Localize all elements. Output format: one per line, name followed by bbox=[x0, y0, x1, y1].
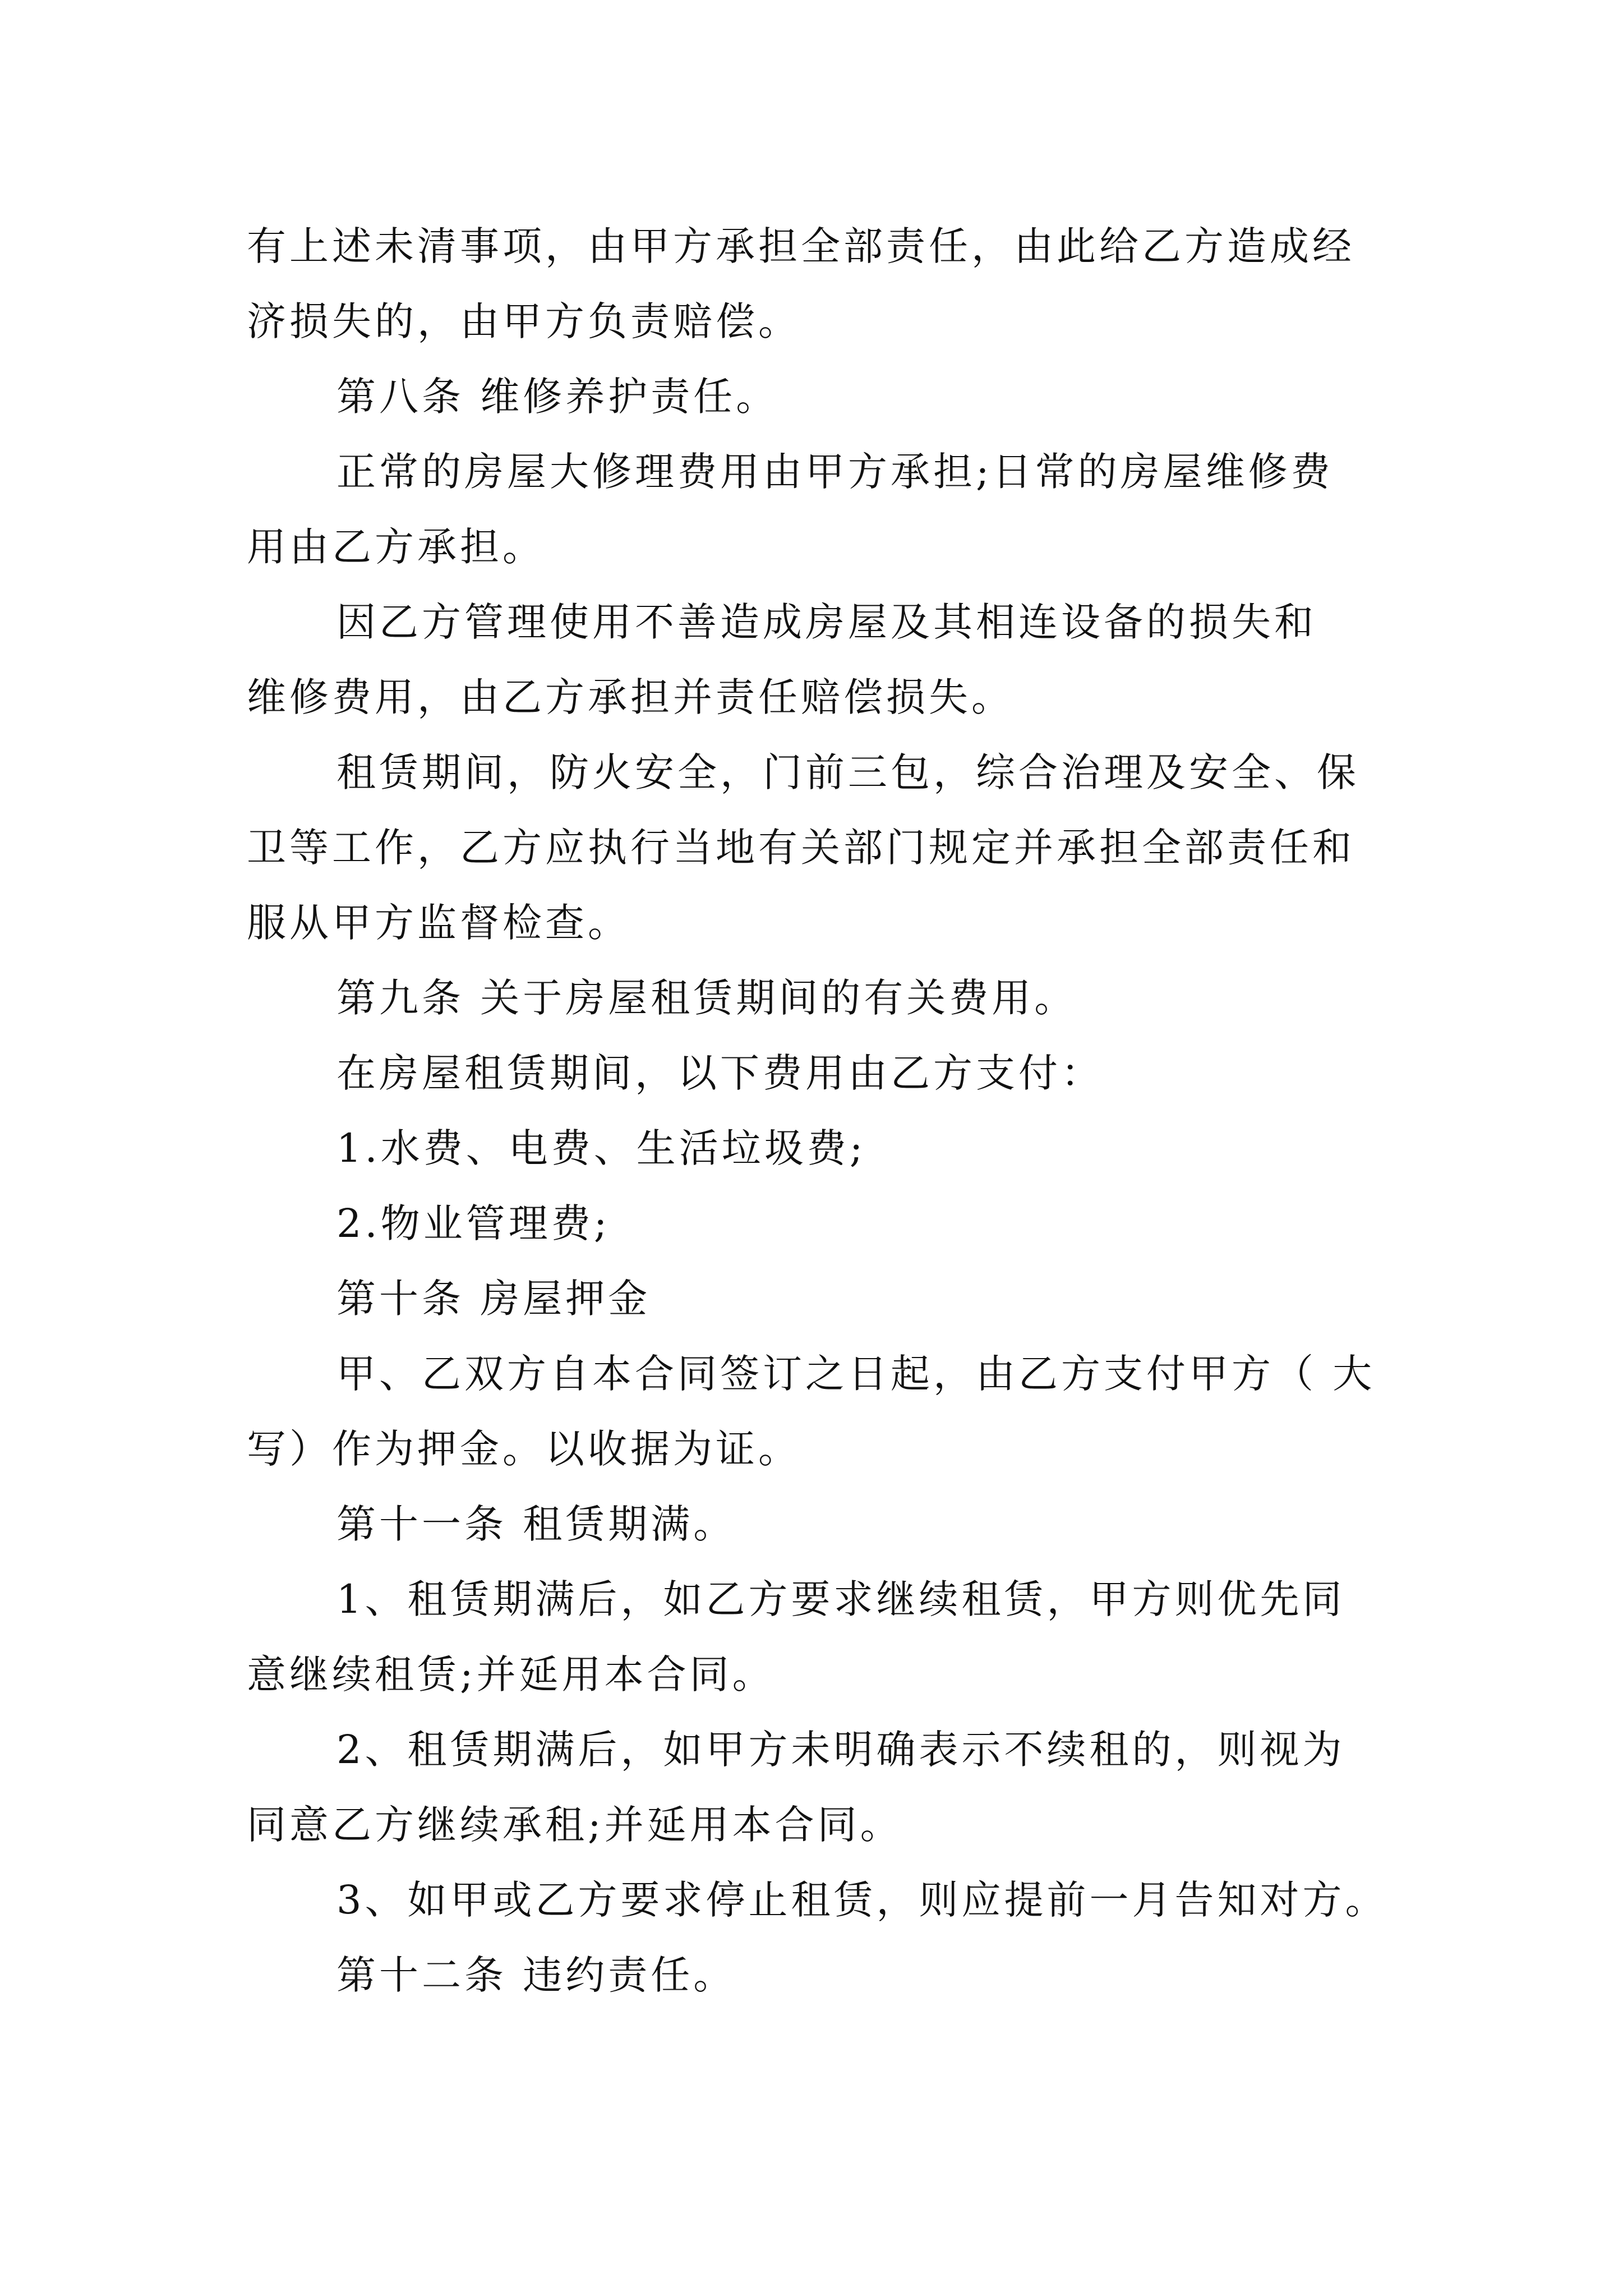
text-line: 用由乙方承担。 bbox=[247, 524, 545, 570]
list-item: 1、租赁期满后，如乙方要求继续租赁，甲方则优先同 bbox=[336, 1576, 1345, 1622]
article-11-heading: 第十一条 租赁期满。 bbox=[336, 1501, 736, 1547]
article-8-heading: 第八条 维修养护责任。 bbox=[336, 374, 779, 420]
text-line: 写）作为押金。以收据为证。 bbox=[247, 1426, 801, 1472]
article-10-heading: 第十条 房屋押金 bbox=[336, 1276, 651, 1322]
text-line: 卫等工作，乙方应执行当地有关部门规定并承担全部责任和 bbox=[247, 825, 1355, 871]
text-line: 意继续租赁;并延用本合同。 bbox=[247, 1651, 775, 1697]
text-line: 维修费用，由乙方承担并责任赔偿损失。 bbox=[247, 674, 1014, 720]
text-line: 在房屋租赁期间，以下费用由乙方支付： bbox=[336, 1050, 1104, 1096]
list-item: 2.物业管理费; bbox=[336, 1200, 611, 1246]
list-item: 2、租赁期满后，如甲方未明确表示不续租的，则视为 bbox=[336, 1727, 1345, 1773]
text-line: 甲、乙双方自本合同签订之日起，由乙方支付甲方（ 大 bbox=[336, 1351, 1376, 1397]
article-12-heading: 第十二条 违约责任。 bbox=[336, 1952, 736, 1998]
contract-text bbox=[247, 209, 1391, 2013]
text-line: 济损失的，由甲方负责赔偿。 bbox=[247, 298, 801, 344]
text-line: 服从甲方监督检查。 bbox=[247, 900, 630, 946]
text-line: 有上述未清事项，由甲方承担全部责任，由此给乙方造成经 bbox=[247, 223, 1355, 269]
list-item: 3、如甲或乙方要求停止租赁，则应提前一月告知对方。 bbox=[336, 1877, 1388, 1923]
text-line: 正常的房屋大修理费用由甲方承担;日常的房屋维修费 bbox=[336, 449, 1334, 495]
text-line: 因乙方管理使用不善造成房屋及其相连设备的损失和 bbox=[336, 599, 1317, 645]
list-item: 1.水费、电费、生活垃圾费; bbox=[336, 1125, 866, 1171]
article-9-heading: 第九条 关于房屋租赁期间的有关费用。 bbox=[336, 975, 1077, 1021]
text-line: 同意乙方继续承租;并延用本合同。 bbox=[247, 1802, 903, 1848]
text-line: 租赁期间，防火安全，门前三包，综合治理及安全、保 bbox=[336, 749, 1359, 795]
